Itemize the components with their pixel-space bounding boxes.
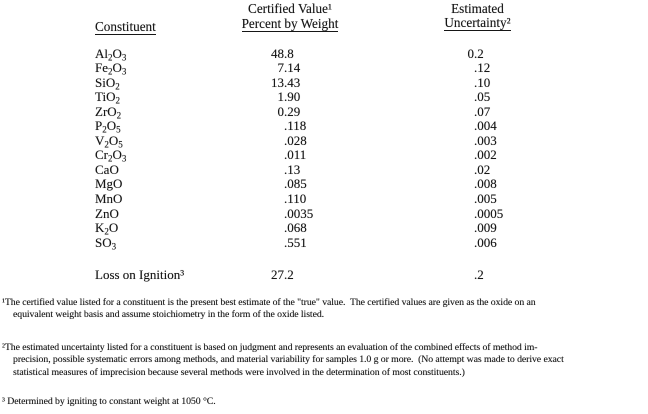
uncertainty-cell: .10 <box>474 74 491 90</box>
certified-value-cell: 0.29 <box>277 103 301 119</box>
footnote-line: equivalent weight basis and assume stoichiometry in the form of the oxide listed. <box>13 309 325 321</box>
percent-by-weight-label: Percent by Weight <box>241 15 339 31</box>
uncertainty-cell: .02 <box>474 161 491 177</box>
certified-value-cell: .13 <box>284 161 301 177</box>
table-row <box>0 148 648 163</box>
constituent-cell: $K_2O$ <box>95 220 119 237</box>
certified-value-cell: .028 <box>284 132 307 148</box>
footnote-line: ²The estimated uncertainty listed for a constituent is based on judgment and represents an evaluation of the combined effects of method im- <box>2 342 538 353</box>
table-row <box>0 61 648 76</box>
uncertainty-cell: .05 <box>474 89 491 105</box>
constituent-cell: $Fe_2O_3$ <box>95 60 127 77</box>
uncertainty-cell: .002 <box>474 147 497 163</box>
certified-value-cell: .110 <box>284 191 307 206</box>
constituent-cell: ZrO$_2$ <box>95 103 122 121</box>
certified-value-cell: .011 <box>284 147 307 163</box>
constituent-cell: $P_2O_5$ <box>95 118 121 135</box>
certified-value-cell: .118 <box>284 118 307 134</box>
table-row <box>0 221 648 236</box>
uncertainty-cell: 0.2 <box>467 45 484 61</box>
uncertainty-cell: .0005 <box>474 205 504 221</box>
constituent-cell: TiO$_2$ <box>95 89 120 106</box>
certified-value-cell: 27.2 <box>271 266 294 282</box>
column-header-constituent <box>95 20 156 35</box>
footnote-1 <box>2 297 648 322</box>
constituent-cell: $V_2O_5$ <box>95 132 123 150</box>
certified-value-cell: .085 <box>284 176 307 192</box>
column-header-certified-line2 <box>225 17 355 32</box>
constituent-cell: $Cr_2O_3$ <box>95 147 127 164</box>
footnote-line: ³ Determined by igniting to constant weight at 1050 °C. <box>2 396 216 407</box>
table-row <box>0 163 648 178</box>
uncertainty-cell: .12 <box>474 60 491 76</box>
table-row <box>0 236 648 251</box>
certified-value-cell: 1.90 <box>277 89 301 105</box>
column-header-certified-line1: Certified Value¹ <box>248 1 332 16</box>
constituent-cell: $SO_3$ <box>95 234 117 252</box>
table-row <box>0 134 648 149</box>
constituent-cell: ZnO <box>95 205 119 221</box>
table-row <box>0 268 648 283</box>
uncertainty-cell: .009 <box>474 220 497 236</box>
table-row <box>0 192 648 207</box>
table-row <box>0 47 648 62</box>
uncertainty-cell: .07 <box>474 103 491 119</box>
column-header-estimated-line1: Estimated <box>451 1 504 16</box>
uncertainty-cell: .006 <box>474 234 497 250</box>
certified-value-cell: .068 <box>284 220 307 236</box>
table-row <box>0 207 648 222</box>
constituent-cell: MgO <box>95 176 123 192</box>
certified-value-cell: .0035 <box>284 205 314 221</box>
footnote-line: ¹The certified value listed for a constituent is the present best estimate of the "true" value. The certified values are given as the oxide on an <box>2 297 536 308</box>
certified-value-cell: 13.43 <box>271 74 301 90</box>
uncertainty-cell: .2 <box>474 266 484 282</box>
table-row <box>0 105 648 120</box>
table-row <box>0 177 648 192</box>
uncertainty-cell: .008 <box>474 176 497 192</box>
constituent-cell: $Al_2O_3$ <box>95 45 127 62</box>
uncertainty-cell: .004 <box>474 118 497 134</box>
certified-value-cell: .551 <box>284 234 307 250</box>
footnote-3 <box>2 396 648 408</box>
constituent-cell: CaO <box>95 161 119 177</box>
table-row <box>0 90 648 105</box>
footnote-2 <box>2 342 648 379</box>
constituent-cell: MnO <box>95 191 123 206</box>
constituent-cell: Loss on Ignition³ <box>95 266 185 282</box>
footnote-line: statistical measures of imprecision because several methods were involved in the determination of most constituents.) <box>13 366 465 378</box>
uncertainty-cell: .005 <box>474 191 497 206</box>
constituent-header-label: Constituent <box>95 18 156 34</box>
certified-value-cell: 7.14 <box>277 60 301 76</box>
table-row <box>0 76 648 91</box>
column-header-estimated-line2 <box>420 16 535 31</box>
footnote-line: precision, possible systematic errors among methods, and material variability for samples 1.0 g or more. (No attempt was made to derive exact <box>13 354 564 366</box>
constituent-cell: SiO$_2$ <box>95 74 120 92</box>
uncertainty-cell: .003 <box>474 132 497 148</box>
table-row <box>0 119 648 134</box>
uncertainty-header-label: Uncertainty² <box>444 15 511 30</box>
certified-value-cell: 48.8 <box>271 45 294 61</box>
